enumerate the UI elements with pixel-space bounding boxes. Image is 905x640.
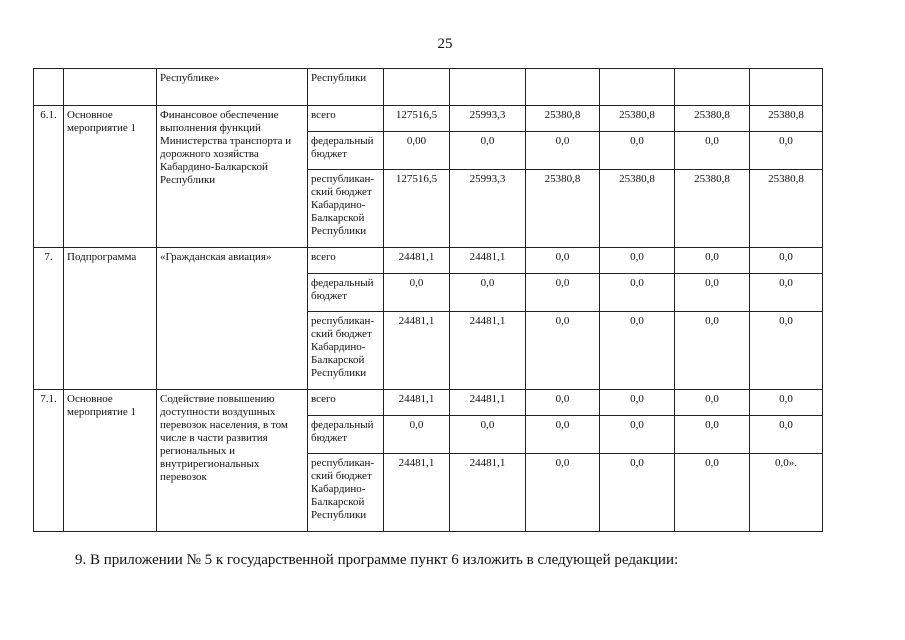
table-row	[34, 69, 823, 106]
value-cell: 0,0	[526, 416, 600, 454]
value-cell: 0,0	[526, 390, 600, 416]
source-cell: федеральный бюджет	[308, 132, 384, 170]
value-cell: 0,0	[750, 416, 823, 454]
source-cell: федеральный бюджет	[308, 274, 384, 312]
index-cell: 6.1.	[34, 106, 64, 248]
type-cell	[64, 69, 157, 106]
value-cell: 25380,8	[600, 106, 675, 132]
value-cell: 0,0	[750, 312, 823, 390]
value-cell: 25993,3	[450, 106, 526, 132]
index-cell	[34, 69, 64, 106]
value-cell: 25380,8	[600, 170, 675, 248]
value-cell	[600, 69, 675, 106]
value-cell: 25380,8	[675, 106, 750, 132]
value-cell: 0,0	[750, 248, 823, 274]
value-cell: 0,0».	[750, 454, 823, 532]
table-row	[34, 248, 823, 274]
value-cell: 0,0	[526, 274, 600, 312]
value-cell: 25380,8	[675, 170, 750, 248]
value-cell: 24481,1	[450, 454, 526, 532]
value-cell: 25380,8	[526, 170, 600, 248]
value-cell: 0,0	[675, 416, 750, 454]
description-cell: Республике»	[157, 69, 308, 106]
value-cell: 0,0	[600, 454, 675, 532]
type-cell: Подпрограмма	[64, 248, 157, 390]
value-cell: 25380,8	[526, 106, 600, 132]
table-row	[34, 106, 823, 132]
value-cell: 25993,3	[450, 170, 526, 248]
value-cell	[450, 69, 526, 106]
value-cell: 0,0	[600, 390, 675, 416]
value-cell: 24481,1	[384, 454, 450, 532]
value-cell: 0,0	[526, 248, 600, 274]
value-cell: 0,0	[750, 390, 823, 416]
value-cell: 127516,5	[384, 170, 450, 248]
description-cell: «Гражданская авиация»	[157, 248, 308, 390]
value-cell	[526, 69, 600, 106]
value-cell: 0,0	[526, 132, 600, 170]
value-cell: 0,0	[675, 390, 750, 416]
description-cell: Содействие повышению доступности воздушных перевозок населения, в том числе в части развития региональных и внутрирегиональных перевозок	[157, 390, 308, 532]
value-cell: 127516,5	[384, 106, 450, 132]
value-cell: 25380,8	[750, 170, 823, 248]
value-cell: 24481,1	[450, 312, 526, 390]
value-cell: 0,0	[750, 132, 823, 170]
value-cell: 0,0	[450, 274, 526, 312]
value-cell: 24481,1	[450, 390, 526, 416]
value-cell: 0,0	[750, 274, 823, 312]
body-paragraph: 9. В приложении № 5 к государственной программе пункт 6 изложить в следующей редакции:	[75, 552, 679, 568]
value-cell: 0,0	[600, 312, 675, 390]
source-cell: всего	[308, 106, 384, 132]
value-cell: 0,0	[600, 132, 675, 170]
source-cell: всего	[308, 248, 384, 274]
value-cell: 0,0	[675, 312, 750, 390]
table-row	[34, 390, 823, 416]
source-cell: республикан-ский бюджет Кабардино-Балкарской Республики	[308, 454, 384, 532]
value-cell: 0,0	[384, 416, 450, 454]
index-cell: 7.1.	[34, 390, 64, 532]
value-cell: 0,0	[450, 416, 526, 454]
value-cell: 0,0	[526, 312, 600, 390]
value-cell: 24481,1	[384, 312, 450, 390]
value-cell: 0,0	[675, 248, 750, 274]
value-cell: 0,0	[384, 274, 450, 312]
value-cell: 0,0	[600, 416, 675, 454]
type-cell: Основное мероприятие 1	[64, 390, 157, 532]
value-cell: 0,0	[600, 248, 675, 274]
value-cell: 24481,1	[384, 248, 450, 274]
source-cell: федеральный бюджет	[308, 416, 384, 454]
value-cell: 0,0	[675, 132, 750, 170]
value-cell	[675, 69, 750, 106]
source-cell: всего	[308, 390, 384, 416]
value-cell: 0,0	[675, 274, 750, 312]
value-cell: 0,0	[675, 454, 750, 532]
type-cell: Основное мероприятие 1	[64, 106, 157, 248]
value-cell: 24481,1	[450, 248, 526, 274]
source-cell: республикан-ский бюджет Кабардино-Балкарской Республики	[308, 170, 384, 248]
value-cell: 24481,1	[384, 390, 450, 416]
value-cell: 0,00	[384, 132, 450, 170]
budget-table	[33, 68, 823, 532]
value-cell: 25380,8	[750, 106, 823, 132]
source-cell: Республики	[308, 69, 384, 106]
value-cell: 0,0	[450, 132, 526, 170]
index-cell: 7.	[34, 248, 64, 390]
description-cell: Финансовое обеспечение выполнения функций Министерства транспорта и дорожного хозяйства Кабардино-Балкарской Республики	[157, 106, 308, 248]
value-cell	[384, 69, 450, 106]
source-cell: республикан-ский бюджет Кабардино-Балкарской Республики	[308, 312, 384, 390]
value-cell: 0,0	[526, 454, 600, 532]
page-number: 25	[437, 36, 453, 52]
value-cell: 0,0	[600, 274, 675, 312]
value-cell	[750, 69, 823, 106]
